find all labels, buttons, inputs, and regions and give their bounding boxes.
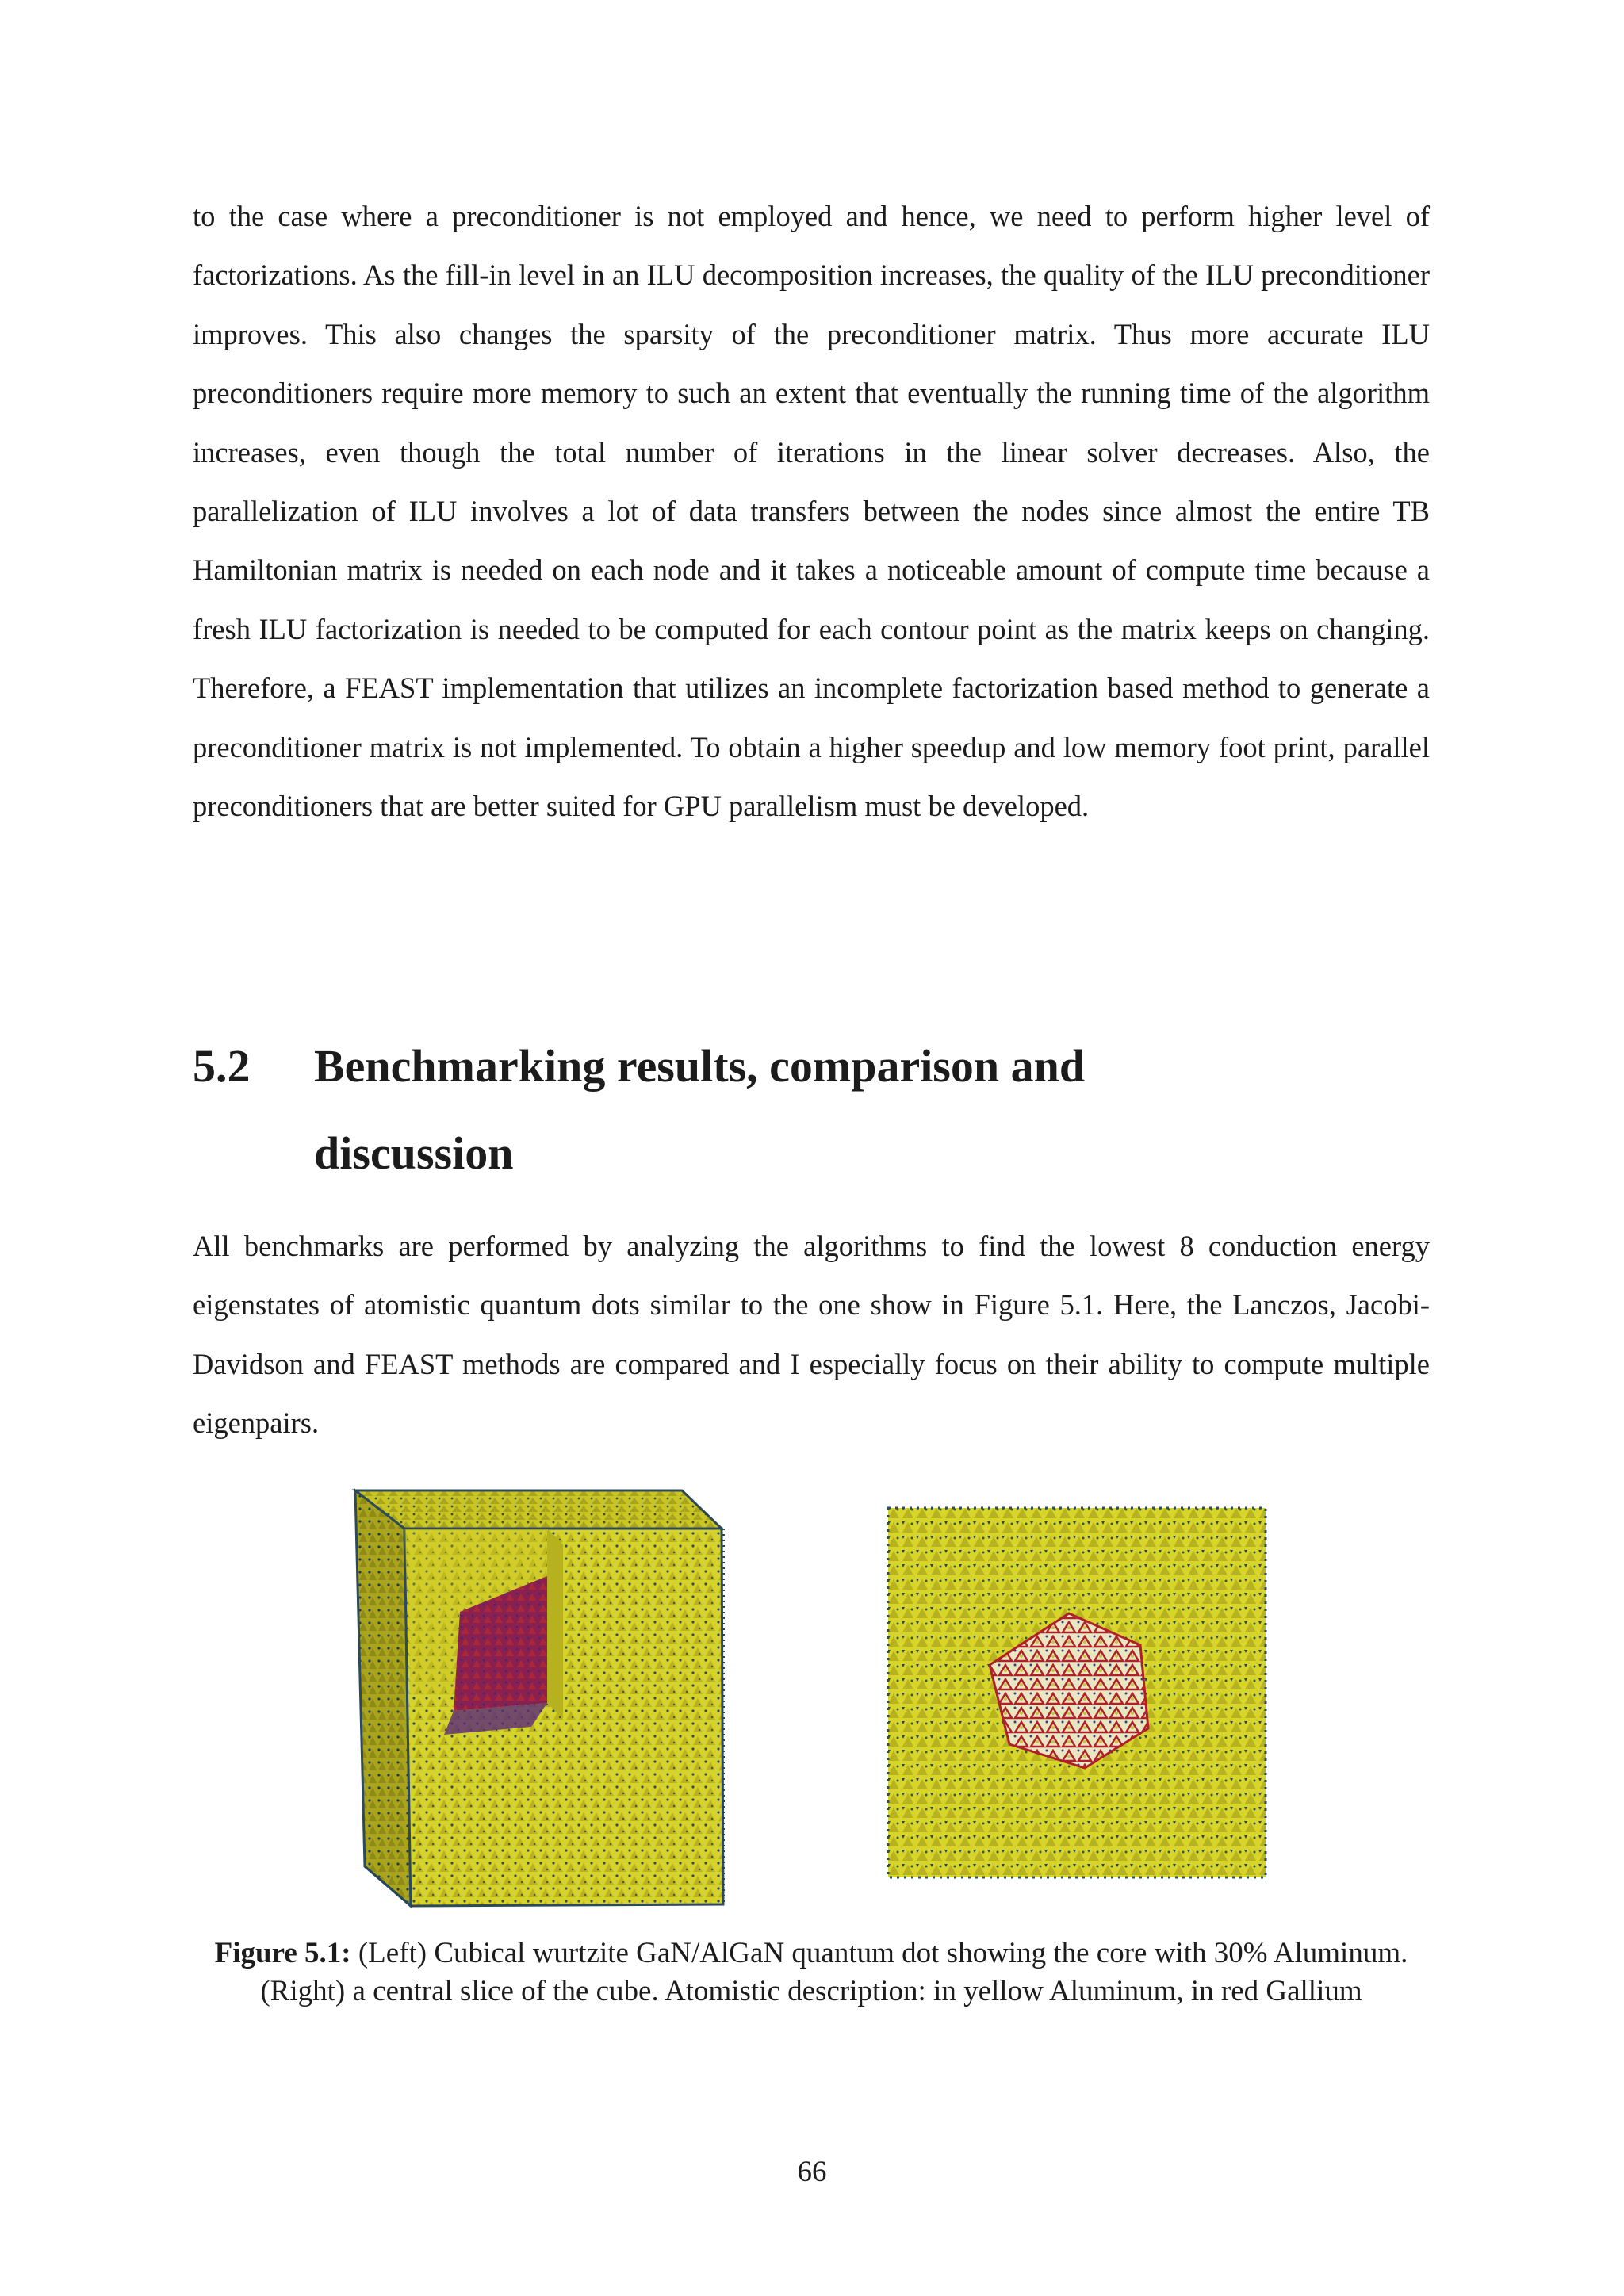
central-slice-image [887, 1506, 1267, 1879]
page-number: 66 [797, 2156, 827, 2188]
section-number: 5.2 [193, 1040, 251, 1092]
figure-caption [193, 1934, 1430, 2011]
body-paragraph: to the case where a preconditioner is not employed and hence, we need to perform higher level of factorizations. As the fill-in level in an ILU decomposition increases, the quality of the ILU preconditioner improves. This also changes the sparsity of the preconditioner matrix. Thus more accurate ILU preconditioners require more memory to such an extent that eventually the running time of the algorithm increases, even though the total number of iterations in the linear solver decreases. Also, the parallelization of ILU involves a lot of data transfers between the nodes since almost the entire TB Hamiltonian matrix is needed on each node and it takes a noticeable amount of compute time because a fresh ILU factorization is needed to be computed for each contour point as the matrix keeps on changing. Therefore, a FEAST implementation that utilizes an incomplete factorization based method to generate a preconditioner matrix is not implemented. To obtain a higher speedup and low memory foot print, parallel preconditioners that are better suited for GPU parallelism must be developed. [193, 200, 1430, 823]
section-title: Benchmarking results, comparison and discussion [314, 1040, 1086, 1179]
section-heading [193, 1023, 1430, 1197]
quantum-dot-cube-image [349, 1481, 730, 1909]
body-paragraph: All benchmarks are performed by analyzing the algorithms to find the lowest 8 conduction energy eigenstates of atomistic quantum dots similar to the one show in Figure 5.1. Here, the Lanczos, Jacobi-Davidson and FEAST methods are compared and I especially focus on their ability to compute multiple eigenpairs. [193, 1230, 1430, 1440]
figure-label: Figure 5.1: [214, 1937, 351, 1969]
figure-caption-text: (Left) Cubical wurtzite GaN/AlGaN quantum dot showing the core with 30% Aluminum. (Right) a central slice of the cube. Atomistic description: in yellow Aluminum, in red Gallium [260, 1937, 1408, 2007]
